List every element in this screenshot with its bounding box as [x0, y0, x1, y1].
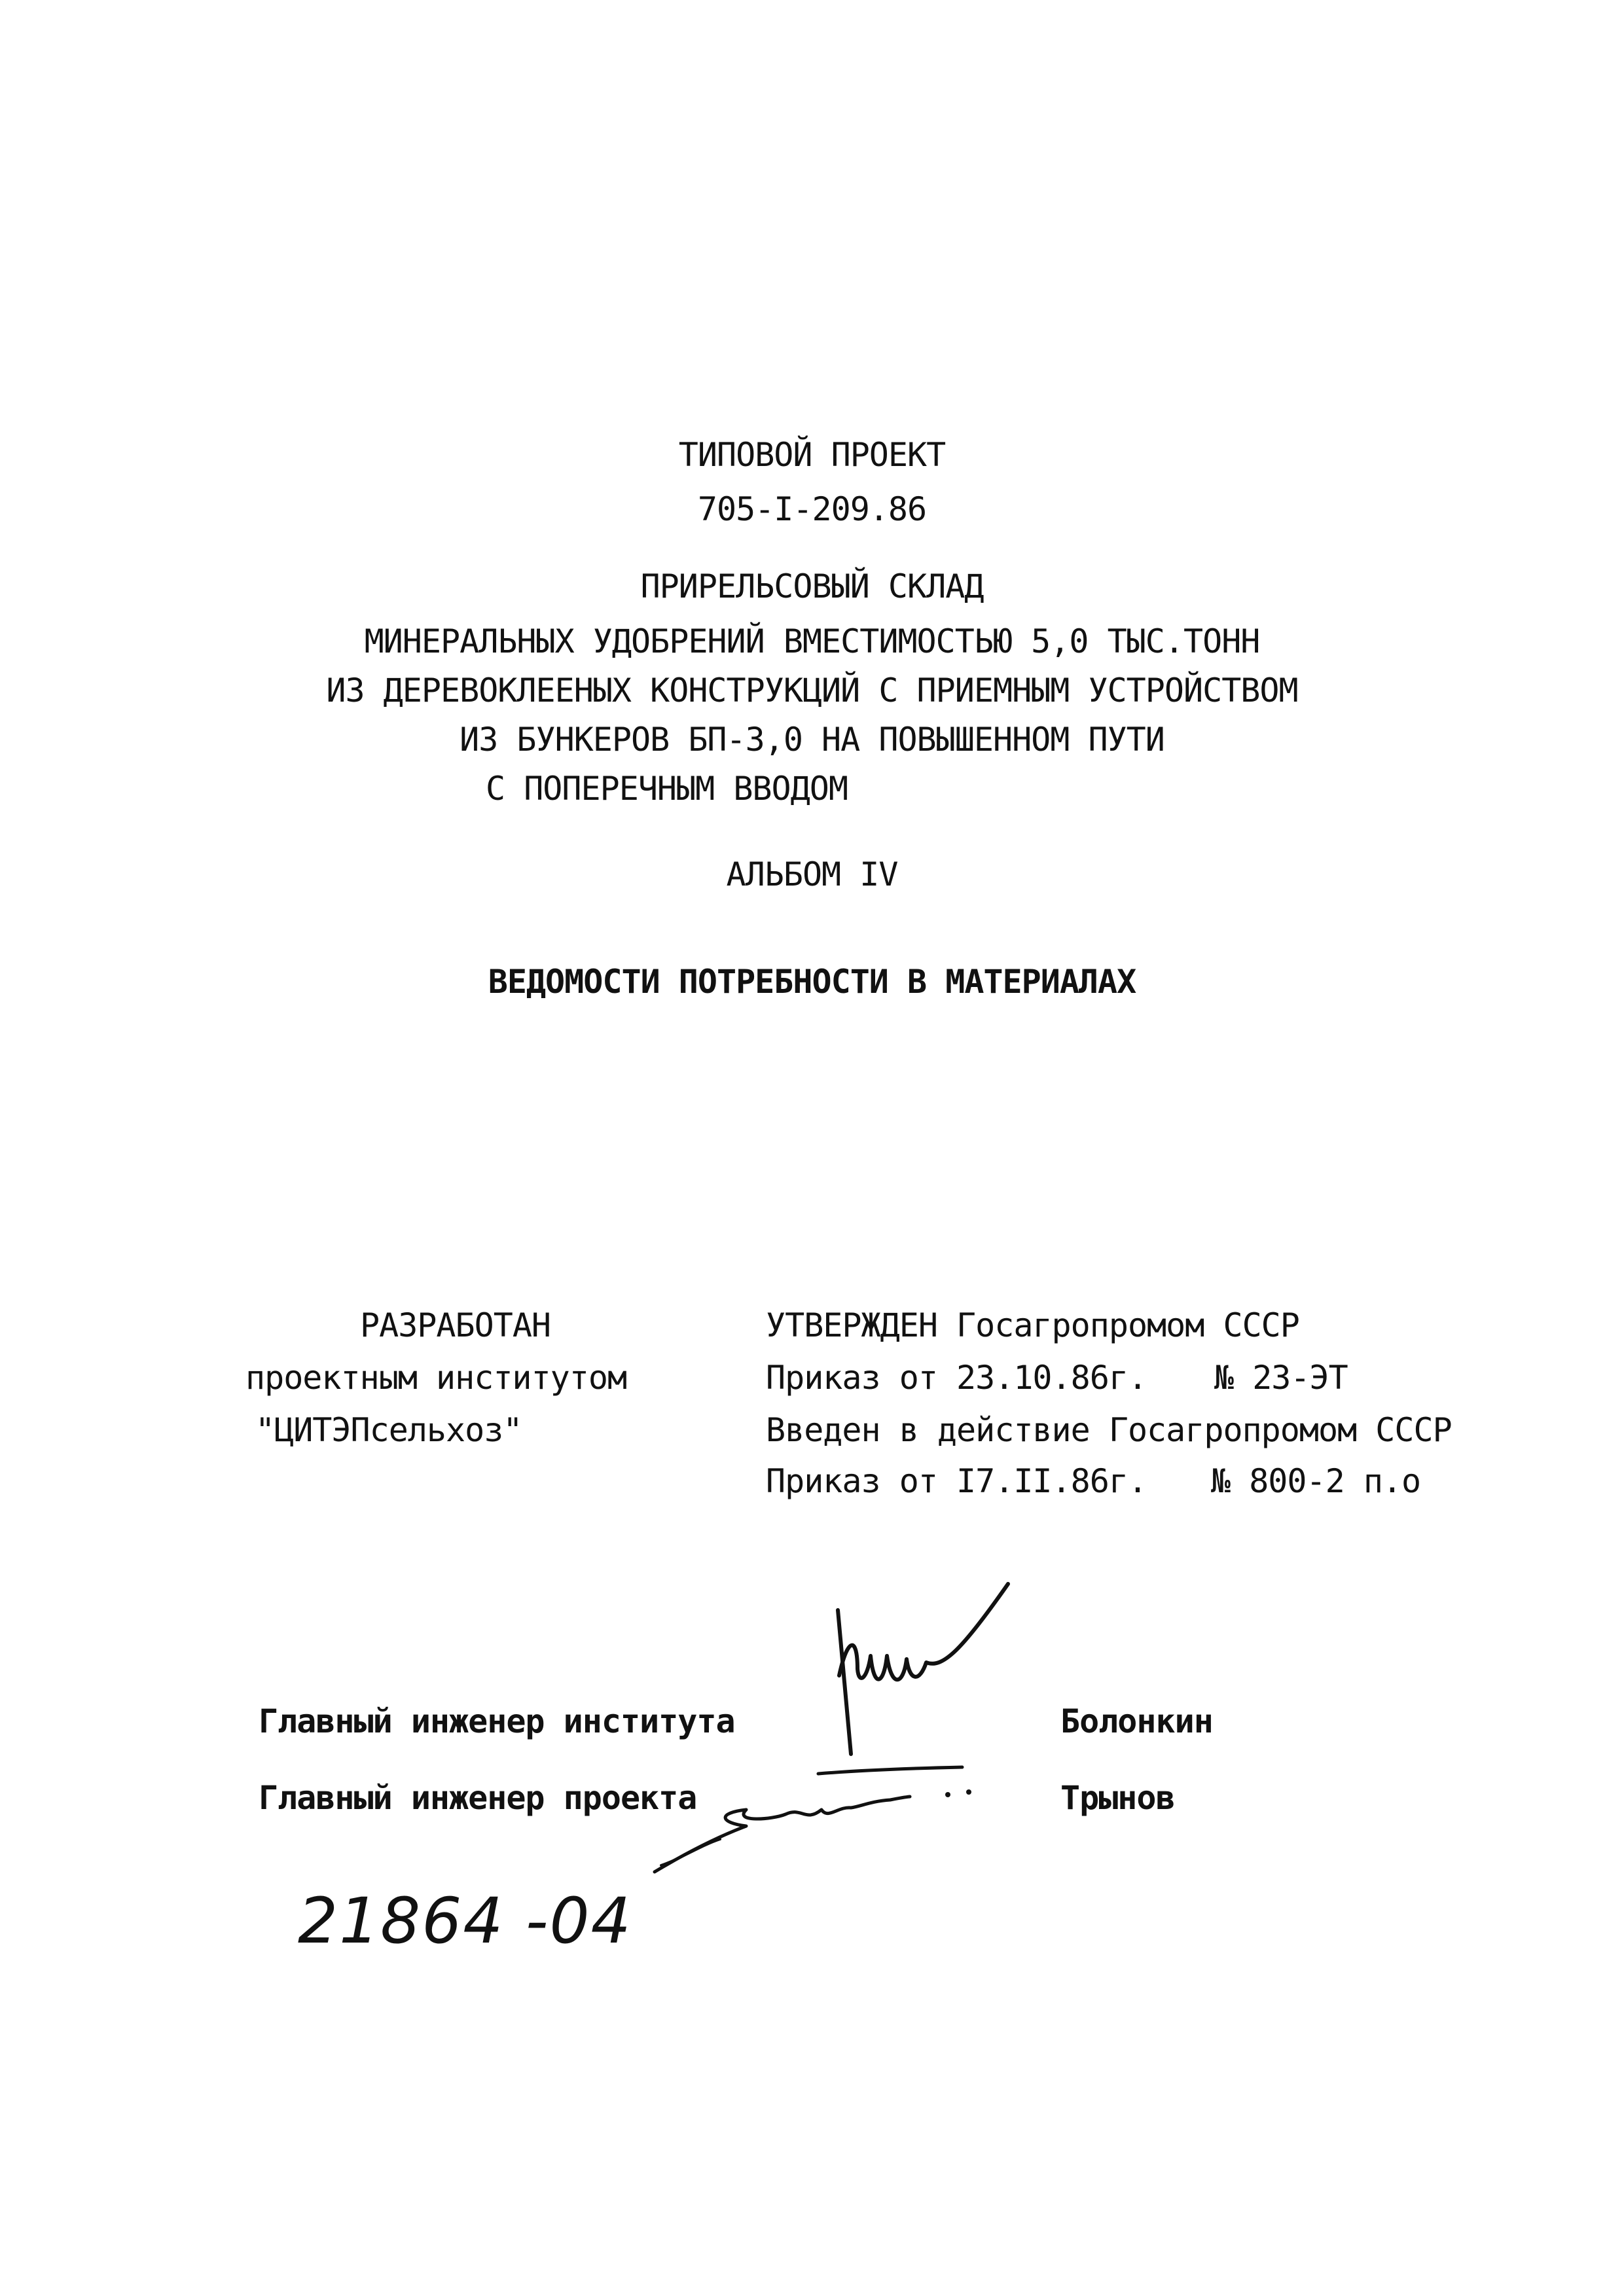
approval-line-1: УТВЕРЖДЕН Госагропромом СССР [766, 1306, 1299, 1344]
approval-order2-date: Приказ от I7.II.86г. [766, 1462, 1147, 1500]
signature-role-chief-engineer-project: Главный инженер проекта [259, 1779, 697, 1817]
approval-order-date: Приказ от 23.10.86г. [766, 1359, 1147, 1397]
title-line-2: МИНЕРАЛЬНЫХ УДОБРЕНИЙ ВМЕСТИМОСТЬЮ 5,0 ТЫС.ТОНН [364, 622, 1260, 660]
signature-bolonkin-image [812, 1571, 1028, 1774]
doc-type: ТИПОВОЙ ПРОЕКТ [678, 436, 946, 474]
title-line-5: С ПОПЕРЕЧНЫМ ВВОДОМ [486, 770, 848, 808]
title-line-3: ИЗ ДЕРЕВОКЛЕЕНЫХ КОНСТРУКЦИЙ С ПРИЕМНЫМ УСТРОЙСТВОМ [326, 672, 1298, 709]
project-number: 705-I-209.86 [697, 490, 927, 528]
title-line-4: ИЗ БУНКЕРОВ БП-3,0 НА ПОВЫШЕННОМ ПУТИ [460, 721, 1164, 759]
album-label: АЛЬБОМ IV [726, 855, 898, 893]
handwritten-inventory-number: 21864 -04 [298, 1884, 632, 1958]
signature-trynov-image [641, 1761, 1008, 1885]
approval-order2-number: № 800-2 п.о [1211, 1462, 1421, 1500]
approval-order-number: № 23-ЭТ [1214, 1359, 1348, 1397]
developer-institute: проектным институтом [245, 1359, 627, 1397]
developer-name: "ЦИТЭПсельхоз" [255, 1411, 522, 1449]
album-subject: ВЕДОМОСТИ ПОТРЕБНОСТИ В МАТЕРИАЛАХ [488, 963, 1136, 1001]
signature-name-bolonkin: Болонкин [1060, 1702, 1213, 1740]
approval-line-3: Введен в действие Госагропромом СССР [766, 1411, 1452, 1449]
developer-heading: РАЗРАБОТАН [360, 1306, 551, 1344]
signature-name-trynov: Трынов [1060, 1779, 1175, 1817]
title-line-1: ПРИРЕЛЬСОВЫЙ СКЛАД [640, 567, 984, 605]
signature-role-chief-engineer-institute: Главный инженер института [259, 1702, 735, 1740]
